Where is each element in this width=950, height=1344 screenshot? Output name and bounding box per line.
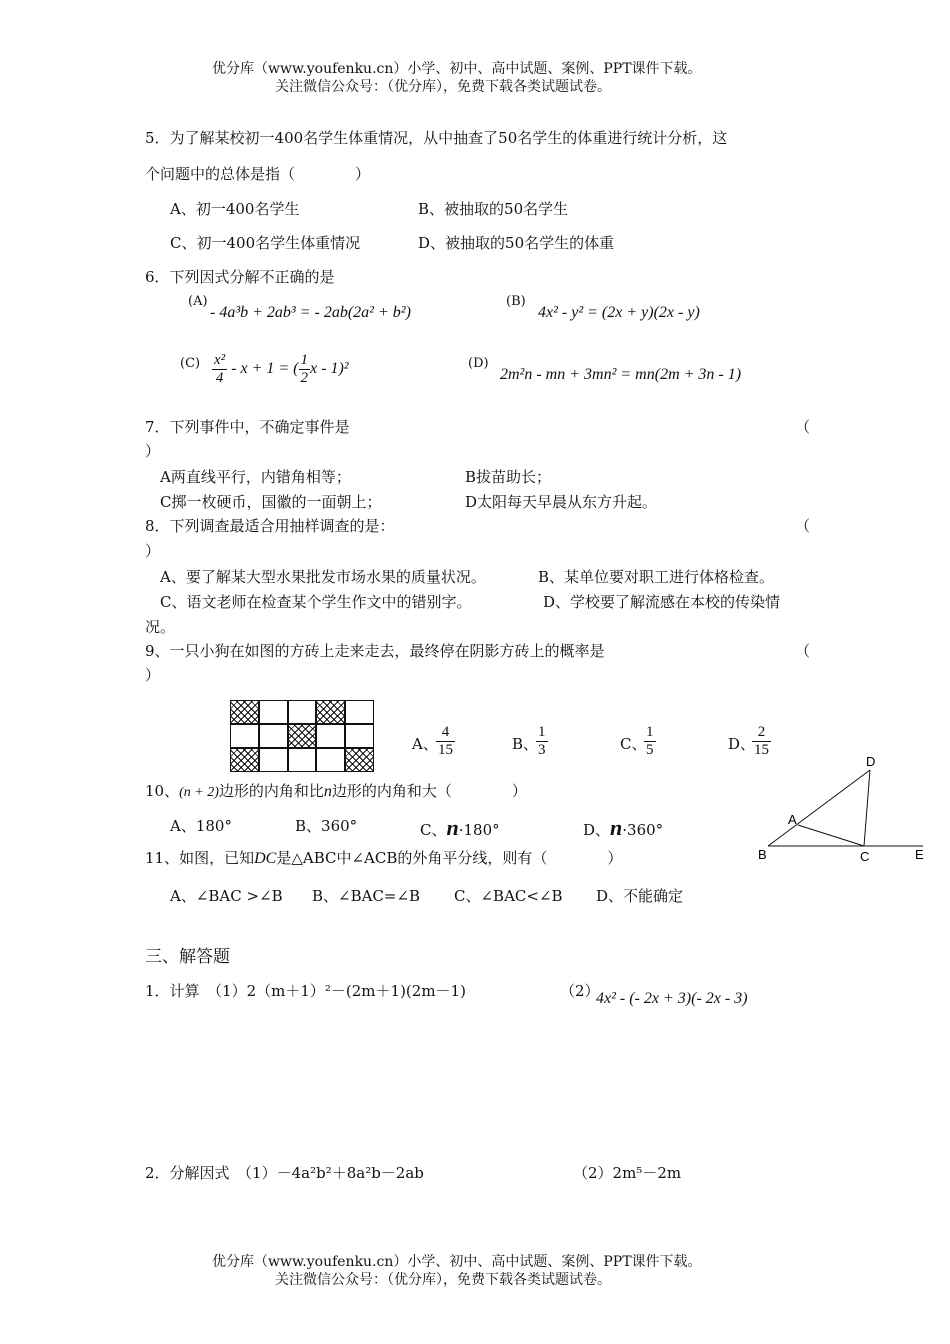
- s3-problem-1-2-label: （2）: [560, 982, 600, 1000]
- q9-c-den: 5: [646, 742, 654, 758]
- q6-c-frac-den: 2: [300, 370, 309, 386]
- tile: [259, 748, 288, 772]
- q9-a-den: 15: [438, 742, 453, 758]
- q11-option-d: D、不能确定: [596, 887, 684, 905]
- q9-option-c-label: C、: [620, 735, 647, 753]
- q10-end: 边形的内角和大（ ）: [331, 782, 527, 800]
- tile-grid-figure: [230, 700, 374, 772]
- tile: [230, 724, 259, 748]
- tile: [288, 700, 317, 724]
- label-b: B: [758, 847, 767, 862]
- q7-option-c: C掷一枚硬币，国徽的一面朝上；: [160, 493, 382, 511]
- s3-problem-1-2-expr: 4x² - (- 2x + 3)(- 2x - 3): [596, 990, 748, 1007]
- q11-prefix: 11、如图，已知: [145, 849, 255, 867]
- q10-c-val: ·180°: [458, 821, 500, 839]
- q5-option-c: C、初一400名学生体重情况: [170, 234, 361, 252]
- q7-stem: 7．下列事件中，不确定事件是: [145, 418, 350, 436]
- q10-c-label: C、: [420, 821, 447, 839]
- q10-stem: [145, 780, 527, 801]
- q7-option-b: B拔苗助长；: [465, 468, 552, 486]
- line-ac: [798, 825, 864, 846]
- q8-paren-close: ）: [145, 542, 161, 560]
- tile-shaded: [288, 724, 317, 748]
- q6-b-label: (B): [506, 294, 526, 309]
- tile: [259, 700, 288, 724]
- q9-option-a-fraction: [436, 724, 455, 759]
- q6-d-expr: 2m²n - mn + 3mn² = mn(2m + 3n - 1): [500, 366, 742, 383]
- q7-option-d: D太阳每天早晨从东方升起。: [465, 493, 658, 511]
- q9-d-den: 15: [754, 742, 769, 758]
- q11-option-b: B、∠BAC=∠B: [312, 887, 421, 905]
- q7-option-a: A两直线平行，内错角相等；: [160, 468, 351, 486]
- q10-mid: 边形的内角和比: [218, 782, 324, 800]
- q6-c-expr: [212, 352, 349, 387]
- header-line-2: 关注微信公众号：（优分库），免费下载各类试题试卷。: [275, 79, 611, 95]
- q9-option-c-fraction: [644, 724, 656, 759]
- q10-prefix: 10、: [145, 782, 180, 800]
- q6-b-expr: 4x² - y² = (2x + y)(2x - y): [538, 304, 700, 321]
- q9-a-num: 4: [436, 724, 455, 742]
- s3-problem-2-2: （2）2m⁵－2m: [573, 1164, 682, 1182]
- label-d: D: [866, 754, 876, 769]
- q6-stem: 6．下列因式分解不正确的是: [145, 268, 335, 286]
- footer-line-2: 关注微信公众号：（优分库），免费下载各类试题试卷。: [275, 1272, 611, 1288]
- q8-option-c: C、语文老师在检查某个学生作文中的错别字。: [160, 593, 472, 611]
- tile: [316, 748, 345, 772]
- q10-d-val: ·360°: [622, 821, 664, 839]
- q9-option-d-label: D、: [728, 735, 756, 753]
- q10-option-d: [583, 815, 663, 841]
- q11-option-a: A、∠BAC >∠B: [170, 887, 283, 905]
- q10-d-label: D、: [583, 821, 611, 839]
- q5-option-a: A、初一400名学生: [170, 200, 300, 218]
- q6-c-end: x - 1)²: [310, 360, 349, 378]
- q6-c-middle: - x + 1 = (: [231, 360, 299, 378]
- label-a: A: [788, 812, 797, 827]
- tile: [345, 700, 374, 724]
- q7-paren-close: ）: [145, 442, 161, 460]
- q9-c-num: 1: [646, 724, 654, 740]
- q8-paren-open: （: [795, 517, 811, 535]
- q10-c-n: n: [446, 815, 459, 840]
- q11-rest: 是△ABC中∠ACB的外角平分线，则有（ ）: [276, 849, 623, 867]
- q9-paren-close: ）: [145, 666, 161, 684]
- q5-stem-line2: 个问题中的总体是指（ ）: [145, 165, 371, 183]
- q9-option-b-fraction: [536, 724, 548, 759]
- q10-option-c: [420, 815, 500, 841]
- q9-b-num: 1: [538, 724, 546, 740]
- q5-stem-line1: 5．为了解某校初一400名学生体重情况，从中抽查了50名学生的体重进行统计分析，这: [145, 129, 728, 147]
- tile-shaded: [316, 700, 345, 724]
- q8-option-d: D、学校要了解流感在本校的传染情: [543, 593, 781, 611]
- footer-line-1: 优分库（www.youfenku.cn）小学、初中、高中试题、案例、PPT课件下载。: [212, 1254, 702, 1270]
- q9-b-den: 3: [538, 742, 546, 758]
- q11-stem: [145, 847, 622, 868]
- q6-c-denominator: 4: [215, 370, 224, 386]
- q9-d-num: 2: [752, 724, 771, 742]
- q11-dc: DC: [254, 850, 277, 867]
- q9-option-b-label: B、: [512, 735, 539, 753]
- tile-shaded: [230, 748, 259, 772]
- q10-n: n: [323, 783, 332, 800]
- tile: [316, 724, 345, 748]
- tile-shaded: [345, 748, 374, 772]
- q6-a-label: (A): [188, 294, 208, 309]
- tile: [345, 724, 374, 748]
- q11-option-c: C、∠BAC<∠B: [454, 887, 563, 905]
- label-c: C: [860, 849, 870, 864]
- tile: [288, 748, 317, 772]
- tile-shaded: [230, 700, 259, 724]
- q10-d-n: n: [610, 815, 623, 840]
- q6-c-label: (C): [180, 356, 201, 371]
- q5-option-d: D、被抽取的50名学生的体重: [418, 234, 615, 252]
- s3-problem-1: 1．计算 （1）2（m＋1）²－(2m＋1)(2m－1): [145, 982, 466, 1000]
- q10-option-a: A、180°: [170, 817, 232, 835]
- q6-a-expr: - 4a³b + 2ab³ = - 2ab(2a² + b²): [210, 304, 411, 321]
- q6-d-label: (D): [468, 356, 489, 371]
- q6-c-frac-num: 1: [300, 352, 309, 368]
- line-dc: [864, 770, 870, 846]
- q8-option-d-cont: 况。: [145, 618, 176, 636]
- q8-stem: 8．下列调查最适合用抽样调查的是：: [145, 517, 395, 535]
- label-e: E: [915, 847, 924, 862]
- q9-paren-open: （: [795, 642, 811, 660]
- q10-option-b: B、360°: [295, 817, 358, 835]
- q10-expr: (n + 2): [179, 785, 219, 800]
- q8-option-b: B、某单位要对职工进行体格检查。: [538, 568, 775, 586]
- s3-problem-2: 2．分解因式 （1）－4a²b²＋8a²b－2ab: [145, 1164, 424, 1182]
- q9-option-a-label: A、: [412, 735, 438, 753]
- triangle-figure: [748, 752, 938, 867]
- header-line-1: 优分库（www.youfenku.cn）小学、初中、高中试题、案例、PPT课件下载。: [212, 61, 702, 77]
- q8-option-a: A、要了解某大型水果批发市场水果的质量状况。: [160, 568, 486, 586]
- q5-option-b: B、被抽取的50名学生: [418, 200, 569, 218]
- q7-paren-open: （: [795, 418, 811, 436]
- q6-c-numerator: x²: [214, 352, 226, 368]
- tile: [259, 724, 288, 748]
- section-3-title: 三、解答题: [145, 947, 230, 967]
- q9-stem: 9、一只小狗在如图的方砖上走来走去，最终停在阴影方砖上的概率是: [145, 642, 605, 660]
- line-bd: [768, 770, 870, 846]
